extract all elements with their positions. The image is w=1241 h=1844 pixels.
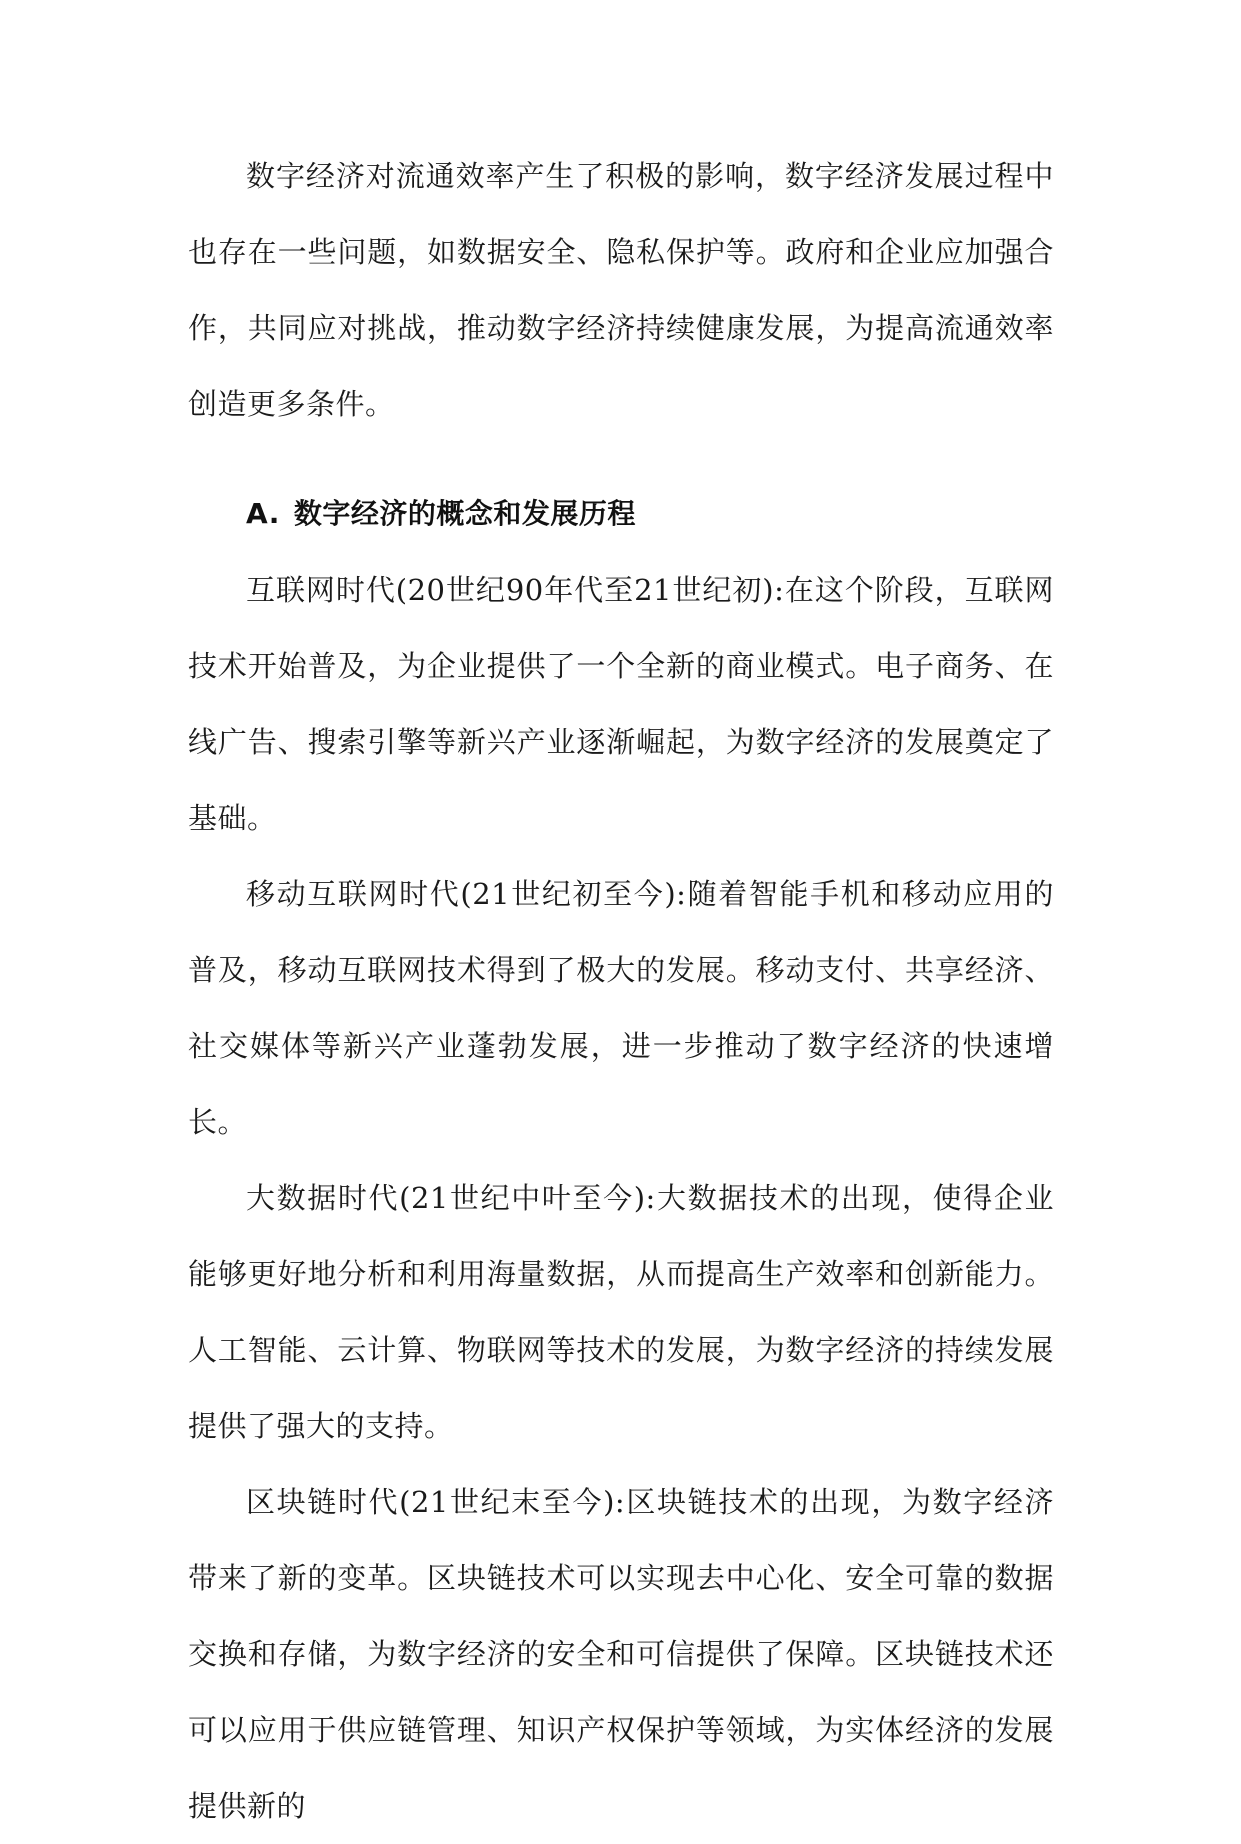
intro-paragraph: 数字经济对流通效率产生了积极的影响，数字经济发展过程中也存在一些问题，如数据安全、隐私保护等。政府和企业应加强合作，共同应对挑战，推动数字经济持续健康发展，为提高流通效率创造更多条件。 (188, 159, 1054, 421)
document-body (188, 138, 1054, 1844)
section-number: A. (246, 497, 280, 530)
paragraph-mobile-internet-era: 移动互联网时代(21世纪初至今):随着智能手机和移动应用的普及，移动互联网技术得到了极大的发展。移动支付、共享经济、社交媒体等新兴产业蓬勃发展，进一步推动了数字经济的快速增长。 (188, 877, 1054, 1139)
section-heading (188, 476, 1054, 552)
paragraph-big-data-era: 大数据时代(21世纪中叶至今):大数据技术的出现，使得企业能够更好地分析和利用海量数据，从而提高生产效率和创新能力。人工智能、云计算、物联网等技术的发展，为数字经济的持续发展提供了强大的支持。 (188, 1181, 1054, 1443)
paragraph-blockchain-era: 区块链时代(21世纪末至今):区块链技术的出现，为数字经济带来了新的变革。区块链技术可以实现去中心化、安全可靠的数据交换和存储，为数字经济的安全和可信提供了保障。区块链技术还可以应用于供应链管理、知识产权保护等领域，为实体经济的发展提供新的 (188, 1485, 1054, 1823)
paragraph-internet-era: 互联网时代(20世纪90年代至21世纪初):在这个阶段，互联网技术开始普及，为企业提供了一个全新的商业模式。电子商务、在线广告、搜索引擎等新兴产业逐渐崛起，为数字经济的发展奠定了基础。 (188, 573, 1054, 835)
section-title: 数字经济的概念和发展历程 (293, 497, 636, 530)
